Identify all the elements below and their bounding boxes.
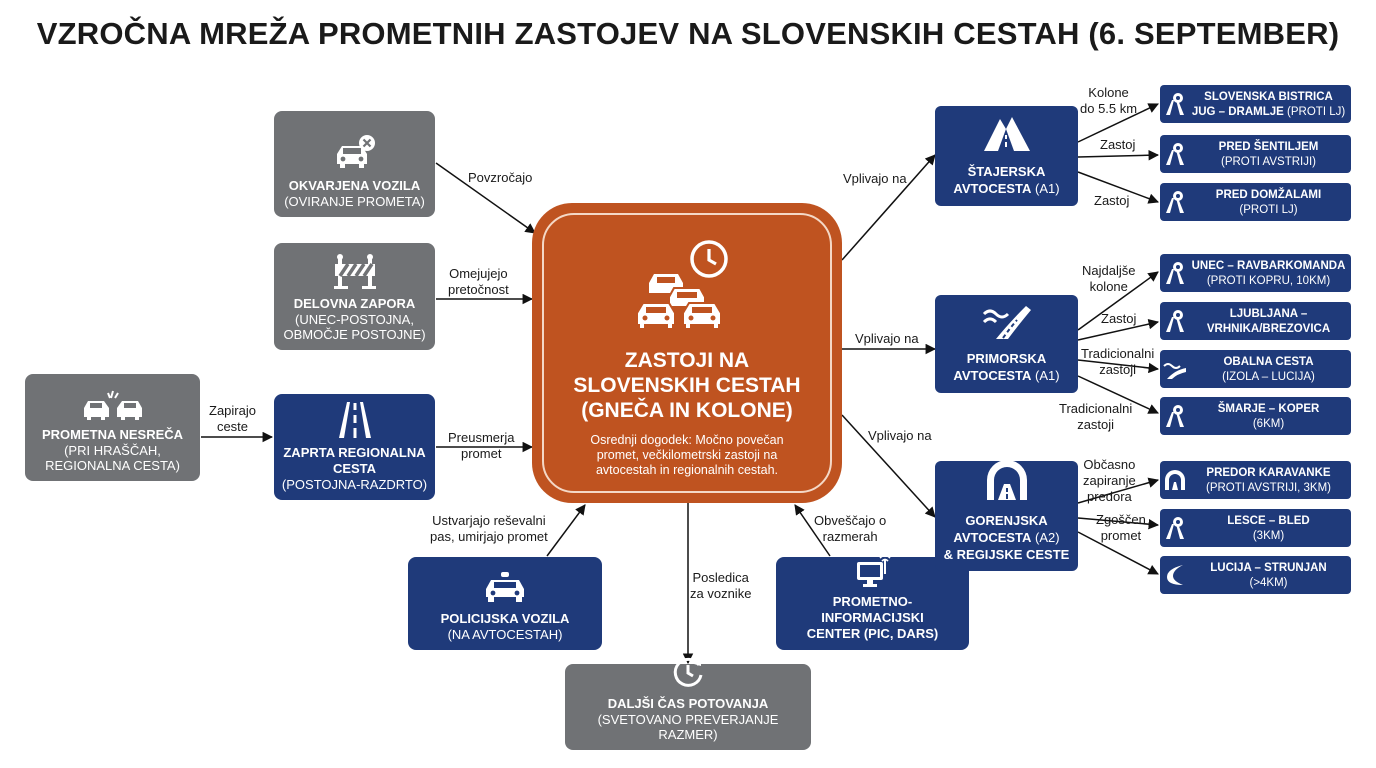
edge-label-zapirajo: Zapirajo ceste bbox=[209, 403, 256, 434]
highway-subtitle: AVTOCESTA (A1) bbox=[953, 368, 1060, 383]
edge-label-zastoj-2: Zastoj bbox=[1094, 193, 1130, 208]
location-node: LJUBLJANA – VRHNIKA/BREZOVICA bbox=[1160, 302, 1351, 340]
edge-label-posledica: Posledica za voznike bbox=[690, 570, 752, 601]
edge-label-obcasno: Občasno zapiranje predora bbox=[1083, 457, 1136, 504]
node-roadworks bbox=[274, 243, 435, 350]
highway-title: GORENJSKA bbox=[965, 513, 1048, 528]
location-node: LESCE – BLED (3KM) bbox=[1160, 509, 1351, 547]
location-node: PRED ŠENTILJEM (PROTI AVSTRIJI) bbox=[1160, 135, 1351, 173]
central-title: ZASTOJI NA SLOVENSKIH CESTAH (GNEČA IN KOLONE) bbox=[573, 349, 801, 422]
tunnel-icon bbox=[1160, 469, 1190, 491]
broken-car-icon bbox=[332, 134, 378, 172]
mountain-road-icon bbox=[982, 113, 1032, 158]
node-subtitle: (SVETOVANO PREVERJANJE RAZMER) bbox=[597, 712, 779, 742]
road-pin-icon bbox=[1160, 92, 1190, 116]
edge-label-vplivajo-2: Vplivajo na bbox=[855, 331, 919, 346]
police-car-icon bbox=[483, 571, 527, 605]
node-title: POLICIJSKA VOZILA bbox=[440, 611, 570, 626]
node-title: ZAPRTA REGIONALNA bbox=[283, 445, 426, 460]
location-node: UNEC – RAVBARKOMANDA (PROTI KOPRU, 10KM) bbox=[1160, 254, 1351, 292]
node-subtitle: (PRI HRAŠČAH, bbox=[64, 443, 161, 458]
edge-label-povzrocajo: Povzročajo bbox=[468, 170, 533, 185]
edge-label-zgoscen: Zgoščen promet bbox=[1096, 512, 1146, 543]
coastal-road-icon bbox=[982, 300, 1032, 345]
edge-label-obvescajo: Obveščajo o razmerah bbox=[814, 513, 887, 544]
location-node: ŠMARJE – KOPER (6KM) bbox=[1160, 397, 1351, 435]
edge-label-zastoj-3: Zastoj bbox=[1101, 311, 1137, 326]
road-pin-icon bbox=[1160, 404, 1190, 428]
road-barrier-icon bbox=[332, 254, 378, 290]
road-pin-icon bbox=[1160, 516, 1190, 540]
node-title: PROMETNO-INFORMACIJSKI bbox=[821, 594, 924, 625]
traffic-jam-clock-icon bbox=[637, 237, 737, 338]
highway-subtitle-2: & REGIJSKE CESTE bbox=[943, 547, 1070, 562]
node-title: DALJŠI ČAS POTOVANJA bbox=[607, 696, 769, 711]
coast-curve-icon bbox=[1160, 563, 1190, 587]
edge-label-vplivajo-1: Vplivajo na bbox=[843, 171, 907, 186]
node-title: OKVARJENA VOZILA bbox=[288, 178, 421, 193]
edge-label-najdaljse: Najdaljše kolone bbox=[1082, 263, 1136, 294]
node-longer-travel bbox=[565, 664, 811, 750]
edge-police-to-central bbox=[547, 505, 585, 556]
node-accident bbox=[25, 374, 200, 481]
edge-label-preusmerja: Preusmerja promet bbox=[448, 430, 515, 461]
location-node: OBALNA CESTA (IZOLA – LUCIJA) bbox=[1160, 350, 1351, 388]
node-broken-vehicles bbox=[274, 111, 435, 217]
central-description: Osrednji dogodek: Močno povečan promet, večkilometrski zastoji na avtocestah in regionalnih cestah. bbox=[590, 433, 784, 477]
node-primorska-highway bbox=[935, 295, 1078, 393]
road-pin-icon bbox=[1160, 309, 1190, 333]
edge-label-kolone: Kolone do 5.5 km bbox=[1080, 85, 1138, 116]
node-title: DELOVNA ZAPORA bbox=[293, 296, 416, 311]
location-node: PRED DOMŽALAMI (PROTI LJ) bbox=[1160, 183, 1351, 221]
edge-label-ustvarjajo: Ustvarjajo reševalni pas, umirjajo promet bbox=[430, 513, 548, 544]
highway-subtitle: AVTOCESTA (A2) bbox=[953, 530, 1060, 545]
edge-label-tradicionalni-2: Tradicionalni zastoji bbox=[1059, 401, 1133, 432]
clock-refresh-icon bbox=[671, 656, 705, 690]
location-node: PREDOR KARAVANKE (PROTI AVSTRIJI, 3KM) bbox=[1160, 461, 1351, 499]
central-event-inner bbox=[542, 213, 832, 493]
edge-label-vplivajo-3: Vplivajo na bbox=[868, 428, 932, 443]
node-subtitle: (OVIRANJE PROMETA) bbox=[284, 194, 425, 209]
node-title: CESTA bbox=[332, 461, 377, 476]
location-node: LUCIJA – STRUNJAN (>4KM) bbox=[1160, 556, 1351, 594]
page-title: VZROČNA MREŽA PROMETNIH ZASTOJEV NA SLOVENSKIH CESTAH (6. SEPTEMBER) bbox=[36, 16, 1340, 51]
node-subtitle: (NA AVTOCESTAH) bbox=[447, 627, 563, 642]
road-pin-icon bbox=[1160, 261, 1190, 285]
node-subtitle: CENTER (PIC, DARS) bbox=[806, 626, 939, 641]
edge-label-tradicionalni-1: Tradicionalni zastoji bbox=[1081, 346, 1155, 377]
highway-title: ŠTAJERSKA bbox=[967, 164, 1046, 179]
tunnel-icon bbox=[984, 460, 1030, 507]
node-police-vehicles bbox=[408, 557, 602, 650]
edge-label-zastoj-1: Zastoj bbox=[1100, 137, 1136, 152]
road-icon bbox=[333, 401, 377, 439]
node-title: PROMETNA NESREČA bbox=[41, 427, 184, 442]
edge-staj-loc2 bbox=[1078, 155, 1158, 157]
location-node: SLOVENSKA BISTRICA JUG – DRAMLJE (PROTI LJ) bbox=[1160, 85, 1351, 123]
node-gorenjska-highway bbox=[935, 461, 1078, 571]
highway-subtitle: AVTOCESTA (A1) bbox=[953, 181, 1060, 196]
central-event bbox=[532, 203, 842, 503]
road-pin-icon bbox=[1160, 190, 1190, 214]
highway-title: PRIMORSKA bbox=[966, 351, 1047, 366]
node-subtitle: OBMOČJE POSTOJNE) bbox=[283, 327, 426, 342]
coast-icon bbox=[1160, 358, 1190, 380]
node-subtitle: (POSTOJNA-RAZDRTO) bbox=[281, 477, 428, 492]
node-closed-road bbox=[274, 394, 435, 500]
node-subtitle: REGIONALNA CESTA) bbox=[45, 458, 180, 473]
car-crash-icon bbox=[82, 389, 144, 421]
node-stajerska-highway bbox=[935, 106, 1078, 206]
road-pin-icon bbox=[1160, 142, 1190, 166]
edge-label-omejujejo: Omejujejo pretočnost bbox=[448, 266, 509, 297]
node-subtitle: (UNEC-POSTOJNA, bbox=[295, 312, 414, 327]
monitor-antenna-icon bbox=[853, 554, 893, 588]
